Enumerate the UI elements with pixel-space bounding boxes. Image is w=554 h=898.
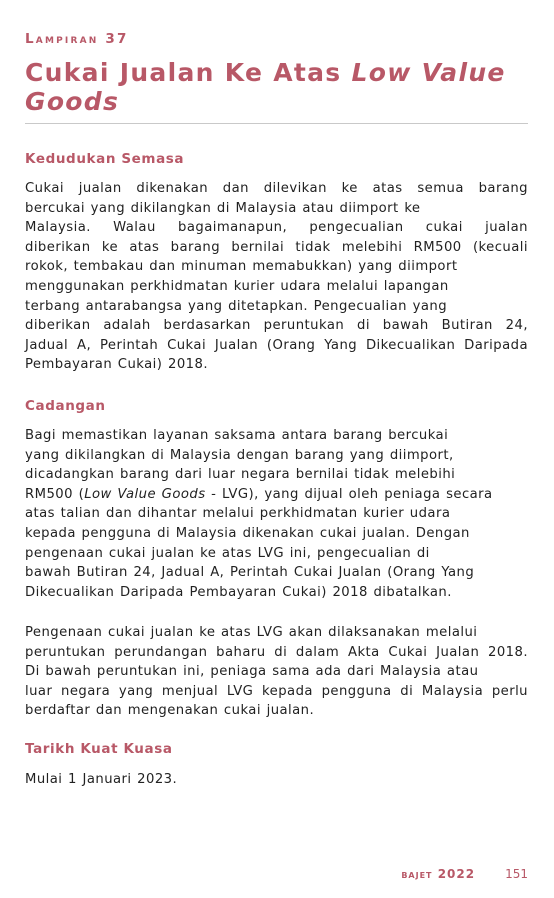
title-italic: Low Value Goods (25, 58, 506, 116)
body-line: yang dikilangkan di Malaysia dengan barang yang diimport, (25, 447, 454, 463)
body-line: Pembayaran Cukai) 2018. (25, 357, 208, 373)
body-line: atas talian dan dihantar melalui perkhidmatan kurier udara (25, 506, 451, 522)
body-text: - LVG), yang dijual oleh peniaga secara (205, 486, 493, 502)
section-body-effective (25, 770, 528, 790)
body-line: diberikan adalah berdasarkan peruntukan di bawah Butiran 24, (25, 318, 528, 334)
section-heading-current: Kedudukan Semasa (25, 151, 185, 167)
body-line: bawah Butiran 24, Jadual A, Perintah Cukai Jualan (Orang Yang (25, 565, 475, 581)
footer-label: bajet 2022 (401, 867, 476, 881)
section-heading-proposal: Cadangan (25, 398, 106, 414)
body-line: menggunakan perkhidmatan kurier udara melalui lapangan (25, 278, 449, 294)
body-line: Bagi memastikan layanan saksama antara barang bercukai (25, 428, 449, 443)
appendix-label: Lampiran 37 (25, 31, 129, 47)
page-footer (401, 867, 528, 881)
body-line: Jadual A, Perintah Cukai Jualan (Orang Yang Dikecualikan Daripada (25, 337, 528, 353)
body-line: rokok, tembakau dan minuman memabukkan) yang diimport (25, 259, 458, 275)
body-line: Malaysia. Walau bagaimanapun, pengecualian cukai jualan (25, 220, 528, 236)
body-italic-term: Low Value Goods (84, 486, 206, 502)
body-line: pengenaan cukai jualan ke atas LVG ini, pengecualian di (25, 545, 430, 561)
section-body-current (25, 179, 528, 375)
page-number: 151 (505, 867, 528, 881)
title-main: Cukai Jualan Ke Atas (25, 58, 352, 87)
body-line: Mulai 1 Januari 2023. (25, 772, 178, 787)
body-line: diberikan ke atas barang bernilai tidak melebihi RM500 (kecuali (25, 239, 528, 255)
section-body-proposal-2 (25, 623, 528, 721)
body-line (25, 485, 528, 505)
body-line: bercukai yang dikilangkan di Malaysia atau diimport ke (25, 200, 421, 216)
body-line: Pengenaan cukai jualan ke atas LVG akan dilaksanakan melalui (25, 625, 478, 640)
page-title (25, 58, 528, 116)
body-line: Di bawah peruntukan ini, peniaga sama ada dari Malaysia atau (25, 664, 479, 680)
section-heading-effective: Tarikh Kuat Kuasa (25, 741, 173, 757)
body-line: berdaftar dan mengenakan cukai jualan. (25, 703, 315, 719)
section-body-proposal-1 (25, 426, 528, 602)
body-line: Cukai jualan dikenakan dan dilevikan ke atas semua barang (25, 181, 528, 196)
title-divider (25, 123, 528, 124)
body-line: peruntukan perundangan baharu di dalam Akta Cukai Jualan 2018. (25, 644, 528, 660)
body-line: terbang antarabangsa yang ditetapkan. Pengecualian yang (25, 298, 448, 314)
body-line: dicadangkan barang dari luar negara bernilai tidak melebihi (25, 467, 456, 483)
body-line: kepada pengguna di Malaysia dikenakan cukai jualan. Dengan (25, 525, 470, 541)
body-text: RM500 ( (25, 486, 85, 502)
body-line: luar negara yang menjual LVG kepada pengguna di Malaysia perlu (25, 683, 528, 699)
body-line: Dikecualikan Daripada Pembayaran Cukai) 2018 dibatalkan. (25, 584, 452, 600)
